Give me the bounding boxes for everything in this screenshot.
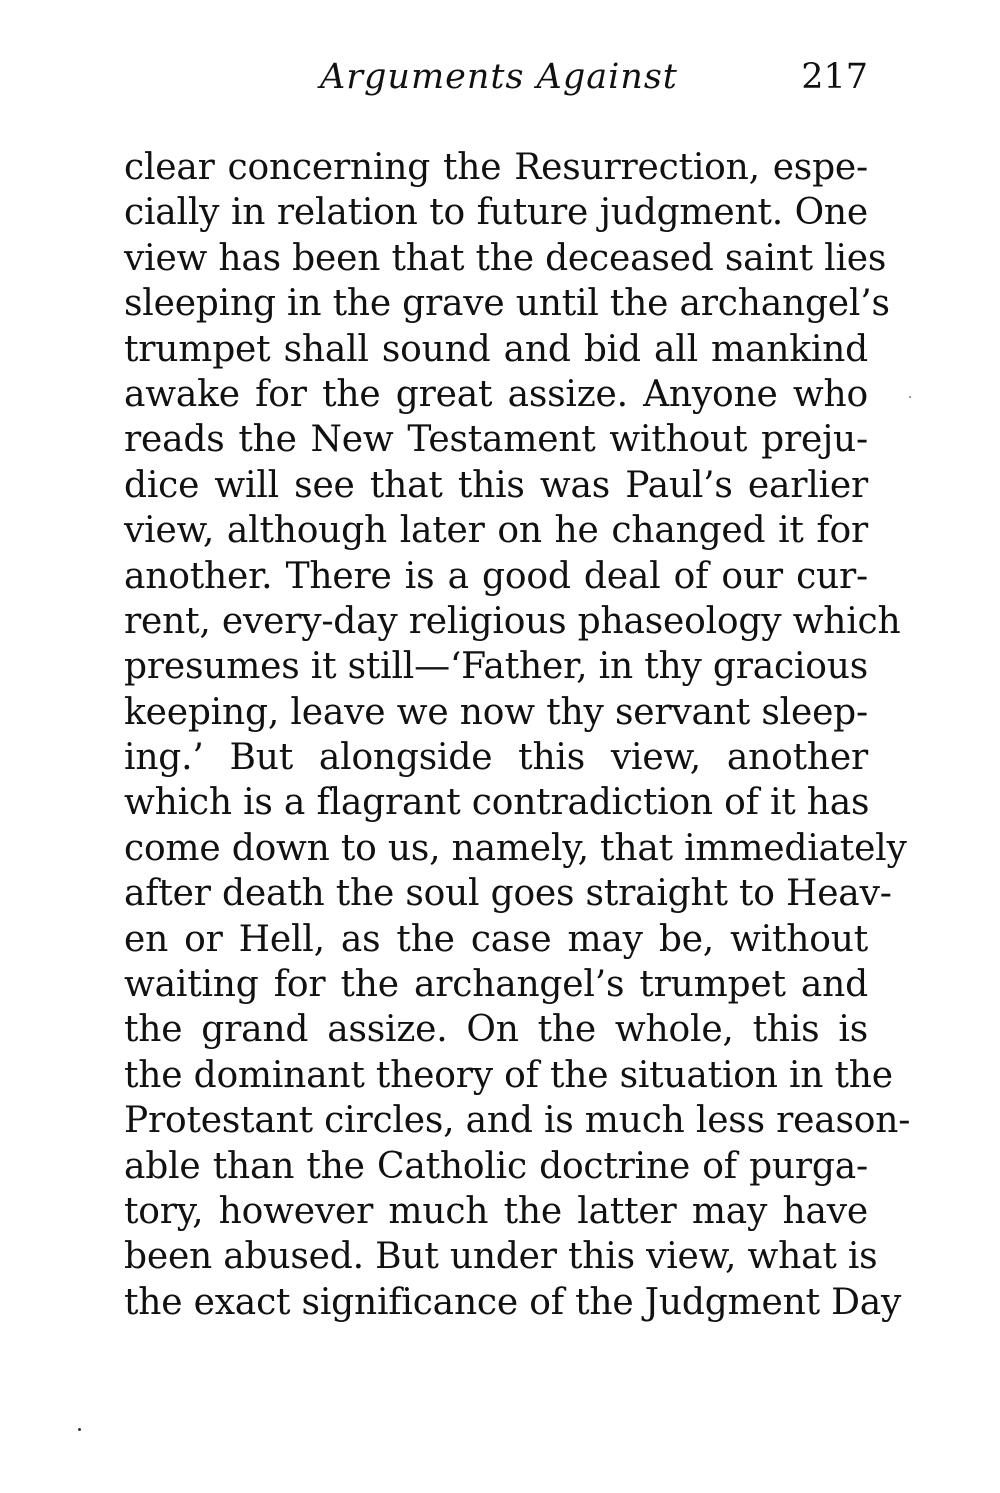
text-line: en or Hell, as the case may be, without <box>124 918 868 960</box>
text-line: clear concerning the Resurrection, espe- <box>124 147 868 188</box>
text-line: tory, however much the latter may have <box>124 1190 868 1232</box>
text-line: after death the soul goes straight to Heav- <box>124 873 892 915</box>
text-line: ing.’ But alongside this view, another <box>124 737 868 779</box>
scan-speck <box>78 1428 81 1431</box>
text-line: awake for the great assize. Anyone who <box>124 373 868 415</box>
text-line: presumes it still—‘Father, in thy gracious <box>124 646 868 688</box>
text-line: keeping, leave we now thy servant sleep- <box>124 691 868 733</box>
running-title: Arguments Against <box>320 57 678 97</box>
text-line: trumpet shall sound and bid all mankind <box>124 328 868 370</box>
text-line: the exact significance of the Judgment Day <box>124 1281 902 1323</box>
text-line: been abused. But under this view, what is <box>124 1236 878 1278</box>
body-text <box>124 145 911 1325</box>
text-line: view has been that the deceased saint lies <box>124 237 887 279</box>
text-line: able than the Catholic doctrine of purga- <box>124 1145 868 1187</box>
text-line: another. There is a good deal of our cur- <box>124 555 868 597</box>
text-line: reads the New Testament without preju- <box>124 419 868 461</box>
page-number: 217 <box>801 57 868 97</box>
text-line: cially in relation to future judgment. One <box>124 192 868 234</box>
text-line: which is a flagrant contradiction of it has <box>124 782 870 824</box>
text-line: rent, every-day religious phaseology which <box>124 600 901 642</box>
text-line: waiting for the archangel’s trumpet and <box>124 964 868 1006</box>
text-line: come down to us, namely, that immediately <box>124 827 907 869</box>
text-line: view, although later on he changed it for <box>124 510 868 552</box>
running-head <box>124 52 868 102</box>
text-line: the dominant theory of the situation in the <box>124 1054 893 1096</box>
text-line: dice will see that this was Paul’s earlier <box>124 464 868 506</box>
text-line: Protestant circles, and is much less reason- <box>124 1100 911 1142</box>
text-line: sleeping in the grave until the archangel’s <box>124 283 890 325</box>
text-line: the grand assize. On the whole, this is <box>124 1009 868 1051</box>
scan-speck <box>909 396 911 398</box>
